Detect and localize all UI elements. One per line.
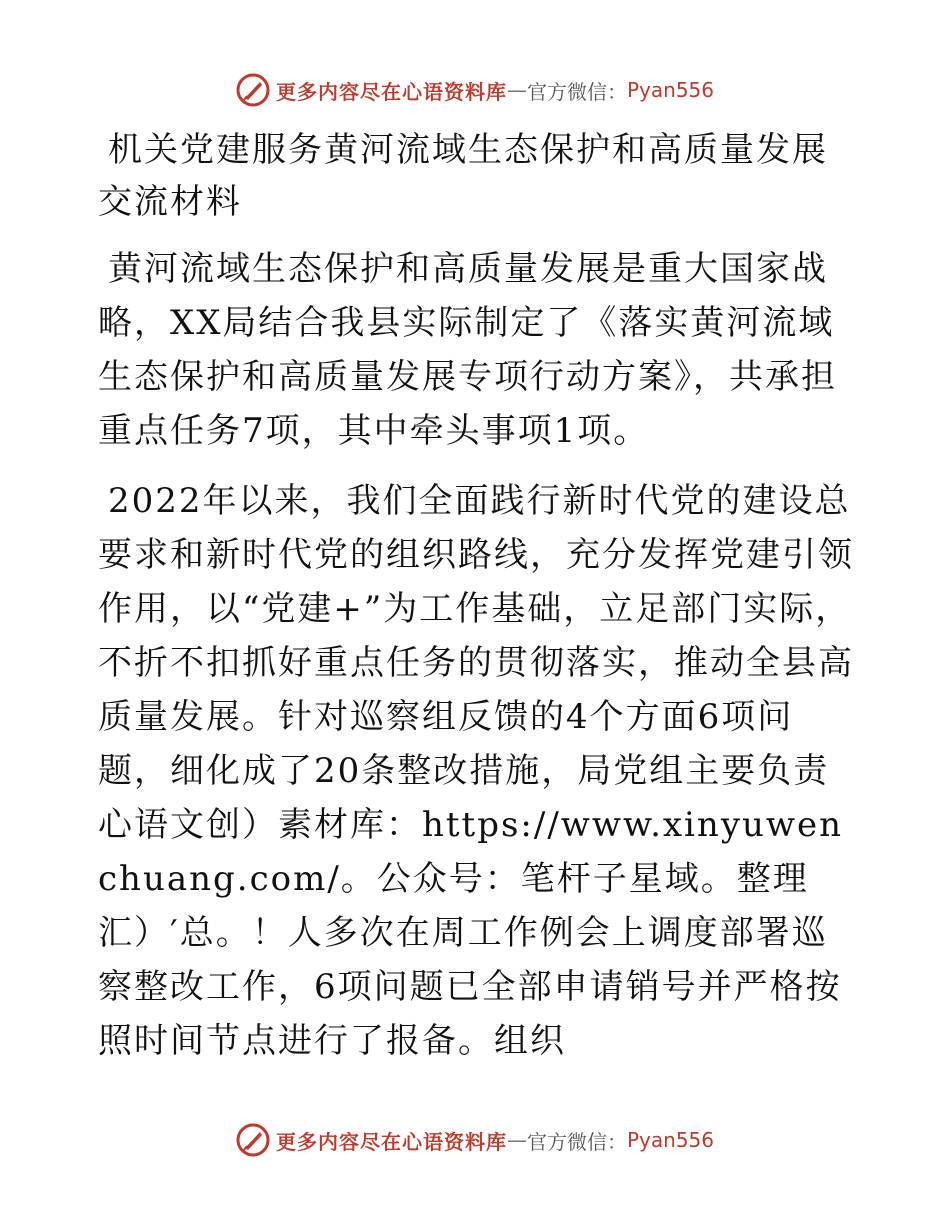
banner-wechat-id: Pyan556: [626, 78, 714, 102]
banner-wechat-id: Pyan556: [626, 1128, 714, 1152]
banner-separator: —: [506, 1128, 527, 1152]
document-title: 机关党建服务黄河流域生态保护和高质量发展交流材料: [98, 130, 828, 222]
banner-promo-text: 更多内容尽在心语资料库: [275, 1129, 507, 1154]
red-feather-seal-icon: [236, 1123, 270, 1157]
banner-wechat-label: 官方微信：: [526, 1129, 627, 1154]
red-feather-seal-icon: [236, 73, 270, 107]
document-body: [98, 124, 858, 1084]
banner-wechat-label: 官方微信：: [526, 79, 627, 104]
header-banner: [0, 70, 950, 110]
footer-banner: [0, 1120, 950, 1160]
paragraph-2: 2022年以来，我们全面践行新时代党的建设总要求和新时代党的组织路线，充分发挥党建引领作用，以“党建+”为工作基础，立足部门实际，不折不扣抓好重点任务的贯彻落实，推动全县高质量发展。针对巡察组反馈的4个方面6项问题，细化成了20条整改措施，局党组主要负责心语文创）素材库：https://www.xinyuwenchuang.com/。公众号：笔杆子星域。整理汇）′总。！人多次在周工作例会上调度部署巡察整改工作，6项问题已全部申请销号并严格按照时间节点进行了报备。组织: [98, 481, 854, 1061]
banner-separator: —: [506, 78, 527, 102]
banner-promo-text: 更多内容尽在心语资料库: [275, 79, 507, 104]
paragraph-1: 黄河流域生态保护和高质量发展是重大国家战略，XX局结合我县实际制定了《落实黄河流域生态保护和高质量发展专项行动方案》，共承担重点任务7项，其中牵头事项1项。: [98, 249, 837, 451]
